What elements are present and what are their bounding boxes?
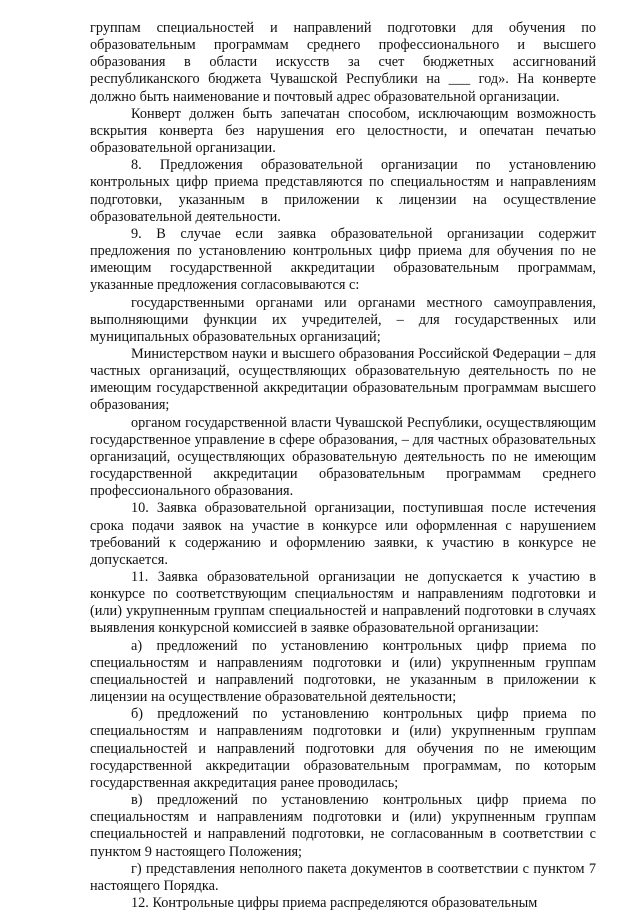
paragraph-item-9-regional-authority: органом государственной власти Чувашской Республики, осуществляющим государственное управление в сфере образования, – для частных образовательных организаций, осуществляющих образовательную деятельность по не имеющим государственной аккредитации образовательным программам среднего профессионального образования. bbox=[90, 414, 596, 500]
paragraph-item-11-b: б) предложений по установлению контрольных цифр приема по специальностям и направлениям подготовки и (или) укрупненным группам специальностей и направлений подготовки для обучения по не имеющим государственной аккредитации образовательным программам, по которым государственная аккредитация ранее проводилась; bbox=[90, 706, 596, 791]
paragraph-item-12: 12. Контрольные цифры приема распределяются образовательным bbox=[131, 894, 538, 911]
document-page bbox=[90, 20, 596, 912]
paragraph-item-9: 9. В случае если заявка образовательной организации содержит предложения по установлению контрольных цифр приема для обучения по не имеющим государственной аккредитации образовательным программам, указанные предложения согласовываются с: bbox=[90, 225, 596, 294]
paragraph-item-9-state-bodies: государственными органами или органами местного самоуправления, выполняющими функции их учредителей, – для государственных или муниципальных образовательных организаций; bbox=[90, 294, 596, 345]
paragraph-item-10: 10. Заявка образовательной организации, поступившая после истечения срока подачи заявок на участие в конкурсе или оформленная с нарушением требований к содержанию и оформлению заявки, к участию в конкурсе не допускается. bbox=[90, 500, 596, 568]
paragraph-item-11: 11. Заявка образовательной организации не допускается к участию в конкурсе по соответствующим специальностям и направлениям подготовки и (или) укрупненным группам специальностей и направлений подготовки в случаях выявления конкурсной комиссией в заявке образовательной организации: bbox=[90, 569, 596, 637]
paragraph-item-9-ministry: Министерством науки и высшего образования Российской Федерации – для частных организаций, осуществляющих образовательную деятельность по не имеющим государственной аккредитации образовательным программам высшего образования; bbox=[90, 345, 596, 414]
paragraph-item-11-a: а) предложений по установлению контрольных цифр приема по специальностям и направлениям подготовки и (или) укрупненным группам специальностей и направлений подготовки, не указанным в приложении к лицензии на осуществление образовательной деятельности; bbox=[90, 637, 596, 706]
paragraph-item-11-g: г) представления неполного пакета документов в соответствии с пунктом 7 настоящего Порядка. bbox=[90, 860, 596, 894]
paragraph-envelope-sealing: Конверт должен быть запечатан способом, исключающим возможность вскрытия конверта без нарушения его целостности, и опечатан печатью образовательной организации. bbox=[90, 105, 596, 157]
paragraph-item-11-v: в) предложений по установлению контрольных цифр приема по специальностям и направлениям подготовки и (или) укрупненным группам специальностей и направлений подготовки, не согласованным в соответствии с пунктом 9 настоящего Положения; bbox=[90, 792, 596, 860]
paragraph-item-8: 8. Предложения образовательной организации по установлению контрольных цифр приема представляются по специальностям и направлениям подготовки, указанным в приложении к лицензии на осуществление образовательной деятельности. bbox=[90, 157, 596, 225]
paragraph-envelope-address: группам специальностей и направлений подготовки для обучения по образовательным программам среднего профессионального и высшего образования в области искусств за счет бюджетных ассигнований республиканского бюджета Чувашской Республики на ___ год». На конверте должно быть наименование и почтовый адрес образовательной организации. bbox=[90, 20, 596, 105]
